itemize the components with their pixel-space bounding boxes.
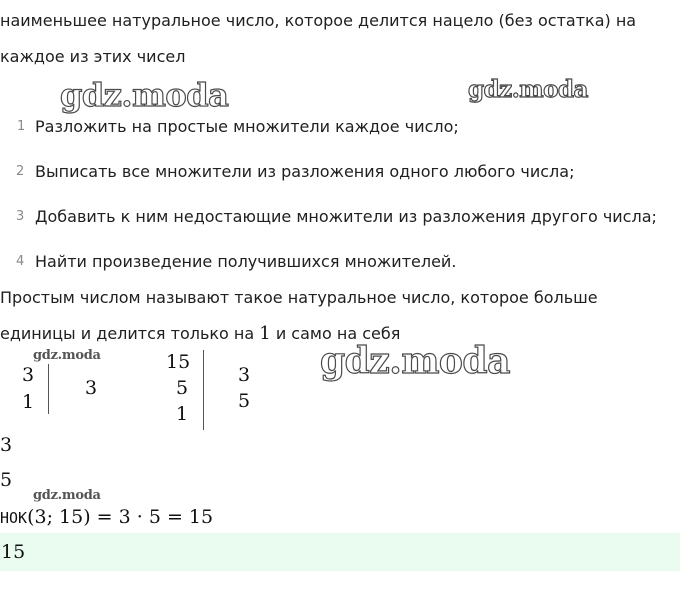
factor-15-left-1: 5 [176,377,189,399]
answer-value: 15 [1,541,26,563]
prime-definition-suffix: и само на себя [270,324,401,343]
watermark: gdz.moda [468,76,588,103]
step-text: Добавить к ним недостающие множители из разложения другого числа; [35,207,657,226]
factor-15-left-2: 1 [176,403,189,425]
lcm-equation [0,506,213,528]
lcm-expression: (3; 15) = 3 · 5 = 15 [27,506,214,528]
step-text: Выписать все множители из разложения одного любого числа; [35,162,575,181]
step-number: 4 [16,254,25,269]
step-number: 2 [16,164,25,179]
definition-line-2: каждое из этих чисел [0,47,186,66]
watermark: gdz.moda [33,488,101,503]
factor-3-right-0: 3 [85,377,98,399]
prime-definition-line-1: Простым числом называют такое натуральное число, которое больше [0,288,598,307]
prime-definition-prefix: единицы и делится только на [0,324,260,343]
definition-line-1: наименьшее натуральное число, которое делится нацело (без остатка) на [0,11,637,30]
step-text: Разложить на простые множители каждое число; [35,117,459,136]
factorization-divider [203,350,204,430]
factorization-divider [48,364,49,414]
lcm-prefix: НОК [0,509,28,527]
watermark: gdz.moda [60,76,229,114]
watermark: gdz.moda [320,340,510,382]
step-number: 1 [17,119,26,134]
step-number: 3 [16,209,25,224]
factor-15-right-0: 3 [238,364,251,386]
step-text: Найти произведение получившихся множителей. [35,252,457,271]
prime-definition-math: 1 [259,323,271,344]
watermark: gdz.moda [33,348,101,363]
factor-15-right-1: 5 [238,390,251,412]
factor-15-left-0: 15 [166,351,191,373]
answer-box [0,533,680,571]
factor-value: 3 [0,434,13,456]
factor-value: 5 [0,469,13,491]
factor-3-left-1: 1 [22,391,35,413]
factor-3-left-0: 3 [22,364,35,386]
